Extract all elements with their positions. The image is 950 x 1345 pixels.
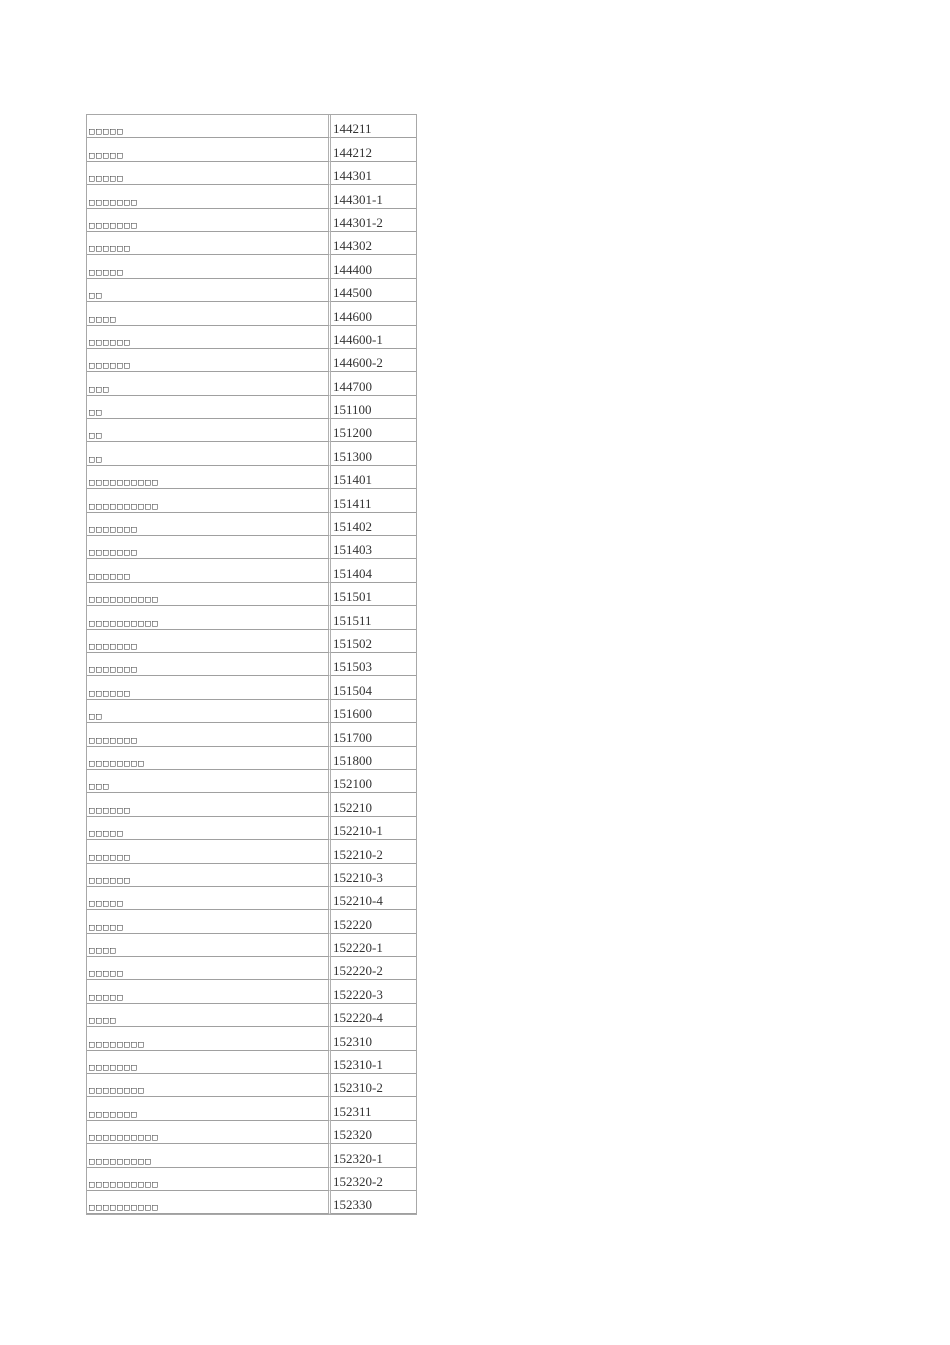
name-cell[interactable]: □□□□□□□□□□ [87, 1191, 331, 1214]
table-row [87, 442, 416, 465]
name-cell[interactable]: □□□□□ [87, 162, 331, 185]
table-row [87, 840, 416, 863]
name-cell[interactable]: □□□□□□ [87, 349, 331, 372]
name-cell[interactable]: □□□□□□□□ [87, 747, 331, 770]
table-row [87, 630, 416, 653]
name-cell[interactable]: □□□□□ [87, 255, 331, 278]
name-cell[interactable]: □□□□□□□ [87, 1097, 331, 1120]
code-cell[interactable]: 151402 [331, 513, 416, 536]
code-cell[interactable]: 151200 [331, 419, 416, 442]
table-row [87, 138, 416, 161]
code-cell[interactable]: 152210-2 [331, 840, 416, 863]
code-cell[interactable]: 152100 [331, 770, 416, 793]
code-cell[interactable]: 152220-3 [331, 980, 416, 1003]
name-cell[interactable]: □□□□□ [87, 115, 331, 138]
code-cell[interactable]: 151404 [331, 559, 416, 582]
table-row [87, 1097, 416, 1120]
table-row [87, 396, 416, 419]
code-cell[interactable]: 151503 [331, 653, 416, 676]
table-row [87, 723, 416, 746]
table-row [87, 162, 416, 185]
code-cell[interactable]: 152310-2 [331, 1074, 416, 1097]
name-cell[interactable]: □□ [87, 396, 331, 419]
name-cell[interactable]: □□□□□□ [87, 676, 331, 699]
code-cell[interactable]: 152220-4 [331, 1004, 416, 1027]
code-cell[interactable]: 152210 [331, 793, 416, 816]
code-cell[interactable]: 144500 [331, 279, 416, 302]
name-cell[interactable]: □□□□□□□ [87, 209, 331, 232]
table-row [87, 466, 416, 489]
code-cell[interactable]: 144301 [331, 162, 416, 185]
name-cell[interactable]: □□□□□ [87, 957, 331, 980]
table-row [87, 747, 416, 770]
table-row [87, 887, 416, 910]
name-cell[interactable]: □□□□□□□□□ [87, 1144, 331, 1167]
name-cell[interactable]: □□□□□ [87, 138, 331, 161]
code-cell[interactable]: 144212 [331, 138, 416, 161]
table-row [87, 279, 416, 302]
name-cell[interactable]: □□□□□□□□□□ [87, 606, 331, 629]
code-cell[interactable]: 152220-1 [331, 934, 416, 957]
table-row [87, 302, 416, 325]
code-cell[interactable]: 144211 [331, 115, 416, 138]
table-row [87, 700, 416, 723]
table-row [87, 559, 416, 582]
table-row [87, 419, 416, 442]
name-cell[interactable]: □□ [87, 419, 331, 442]
code-cell[interactable]: 144302 [331, 232, 416, 255]
name-cell[interactable]: □□□□□□□ [87, 513, 331, 536]
name-cell[interactable]: □□□□□ [87, 980, 331, 1003]
table-row [87, 653, 416, 676]
code-cell[interactable]: 144600-2 [331, 349, 416, 372]
name-cell[interactable]: □□□□□□ [87, 559, 331, 582]
code-cell[interactable]: 151504 [331, 676, 416, 699]
code-cell[interactable]: 144600 [331, 302, 416, 325]
table-row [87, 1121, 416, 1144]
name-cell[interactable]: □□□□□□□□□□ [87, 1121, 331, 1144]
table-row [87, 1168, 416, 1191]
name-cell[interactable]: □□□□□□□ [87, 185, 331, 208]
table-row [87, 864, 416, 887]
table-row [87, 1004, 416, 1027]
code-cell[interactable]: 151403 [331, 536, 416, 559]
table-row [87, 536, 416, 559]
name-cell[interactable]: □□□□□□ [87, 232, 331, 255]
table-row [87, 489, 416, 512]
code-cell[interactable]: 152310-1 [331, 1051, 416, 1074]
code-cell[interactable]: 151600 [331, 700, 416, 723]
name-cell[interactable]: □□□□□□□□□□ [87, 466, 331, 489]
name-cell[interactable]: □□ [87, 442, 331, 465]
code-cell[interactable]: 152330 [331, 1191, 416, 1214]
name-cell[interactable]: □□□ [87, 770, 331, 793]
table-row [87, 232, 416, 255]
name-cell[interactable]: □□□ [87, 372, 331, 395]
table-row [87, 676, 416, 699]
name-cell[interactable]: □□□□□□ [87, 864, 331, 887]
code-cell[interactable]: 152320 [331, 1121, 416, 1144]
code-cell[interactable]: 151800 [331, 747, 416, 770]
code-cell[interactable]: 144400 [331, 255, 416, 278]
code-cell[interactable]: 151502 [331, 630, 416, 653]
code-cell[interactable]: 152210-1 [331, 817, 416, 840]
name-cell[interactable]: □□□□□□ [87, 793, 331, 816]
code-cell[interactable]: 144600-1 [331, 326, 416, 349]
table-row [87, 349, 416, 372]
name-cell[interactable]: □□□□ [87, 934, 331, 957]
code-cell[interactable]: 152210-4 [331, 887, 416, 910]
name-cell[interactable]: □□□□□□□ [87, 630, 331, 653]
name-cell[interactable]: □□□□□□□□ [87, 1074, 331, 1097]
code-cell[interactable]: 152210-3 [331, 864, 416, 887]
name-cell[interactable]: □□□□□□ [87, 840, 331, 863]
code-cell[interactable]: 152320-2 [331, 1168, 416, 1191]
code-cell[interactable]: 144700 [331, 372, 416, 395]
table-row [87, 185, 416, 208]
code-cell[interactable]: 152220 [331, 910, 416, 933]
code-cell[interactable]: 152220-2 [331, 957, 416, 980]
table-row [87, 513, 416, 536]
table-row [87, 115, 416, 138]
code-cell[interactable]: 151700 [331, 723, 416, 746]
code-cell[interactable]: 152320-1 [331, 1144, 416, 1167]
table-row [87, 934, 416, 957]
table-row [87, 817, 416, 840]
name-cell[interactable]: □□□□□□□ [87, 536, 331, 559]
table-row [87, 326, 416, 349]
name-cell[interactable]: □□□□□□□□ [87, 1027, 331, 1050]
code-cell[interactable]: 151401 [331, 466, 416, 489]
name-cell[interactable]: □□□□□ [87, 817, 331, 840]
code-cell[interactable]: 144301-2 [331, 209, 416, 232]
name-cell[interactable]: □□□□□□□□□□ [87, 583, 331, 606]
table-row [87, 1051, 416, 1074]
table-row [87, 1191, 416, 1214]
code-cell[interactable]: 151300 [331, 442, 416, 465]
name-cell[interactable]: □□ [87, 700, 331, 723]
code-cell[interactable]: 144301-1 [331, 185, 416, 208]
table-row [87, 583, 416, 606]
table-row [87, 209, 416, 232]
name-cell[interactable]: □□□□ [87, 1004, 331, 1027]
spreadsheet-table [86, 114, 417, 1215]
table-row [87, 1144, 416, 1167]
name-cell[interactable]: □□□□□□□ [87, 653, 331, 676]
code-cell[interactable]: 151411 [331, 489, 416, 512]
name-cell[interactable]: □□□□□□□□□□ [87, 1168, 331, 1191]
code-cell[interactable]: 152311 [331, 1097, 416, 1120]
name-cell[interactable]: □□ [87, 279, 331, 302]
code-cell[interactable]: 151501 [331, 583, 416, 606]
name-cell[interactable]: □□□□□□□ [87, 723, 331, 746]
name-cell[interactable]: □□□□□ [87, 910, 331, 933]
code-cell[interactable]: 152310 [331, 1027, 416, 1050]
code-cell[interactable]: 151100 [331, 396, 416, 419]
table-row [87, 793, 416, 816]
name-cell[interactable]: □□□□□□□□□□ [87, 489, 331, 512]
table-row [87, 1074, 416, 1097]
table-row [87, 910, 416, 933]
table-row [87, 980, 416, 1003]
table-row [87, 1027, 416, 1050]
name-cell[interactable]: □□□□□ [87, 887, 331, 910]
name-cell[interactable]: □□□□□□ [87, 326, 331, 349]
name-cell[interactable]: □□□□ [87, 302, 331, 325]
name-cell[interactable]: □□□□□□□ [87, 1051, 331, 1074]
code-cell[interactable]: 151511 [331, 606, 416, 629]
table-row [87, 770, 416, 793]
table-row [87, 372, 416, 395]
table-row [87, 957, 416, 980]
table-row [87, 255, 416, 278]
table-row [87, 606, 416, 629]
